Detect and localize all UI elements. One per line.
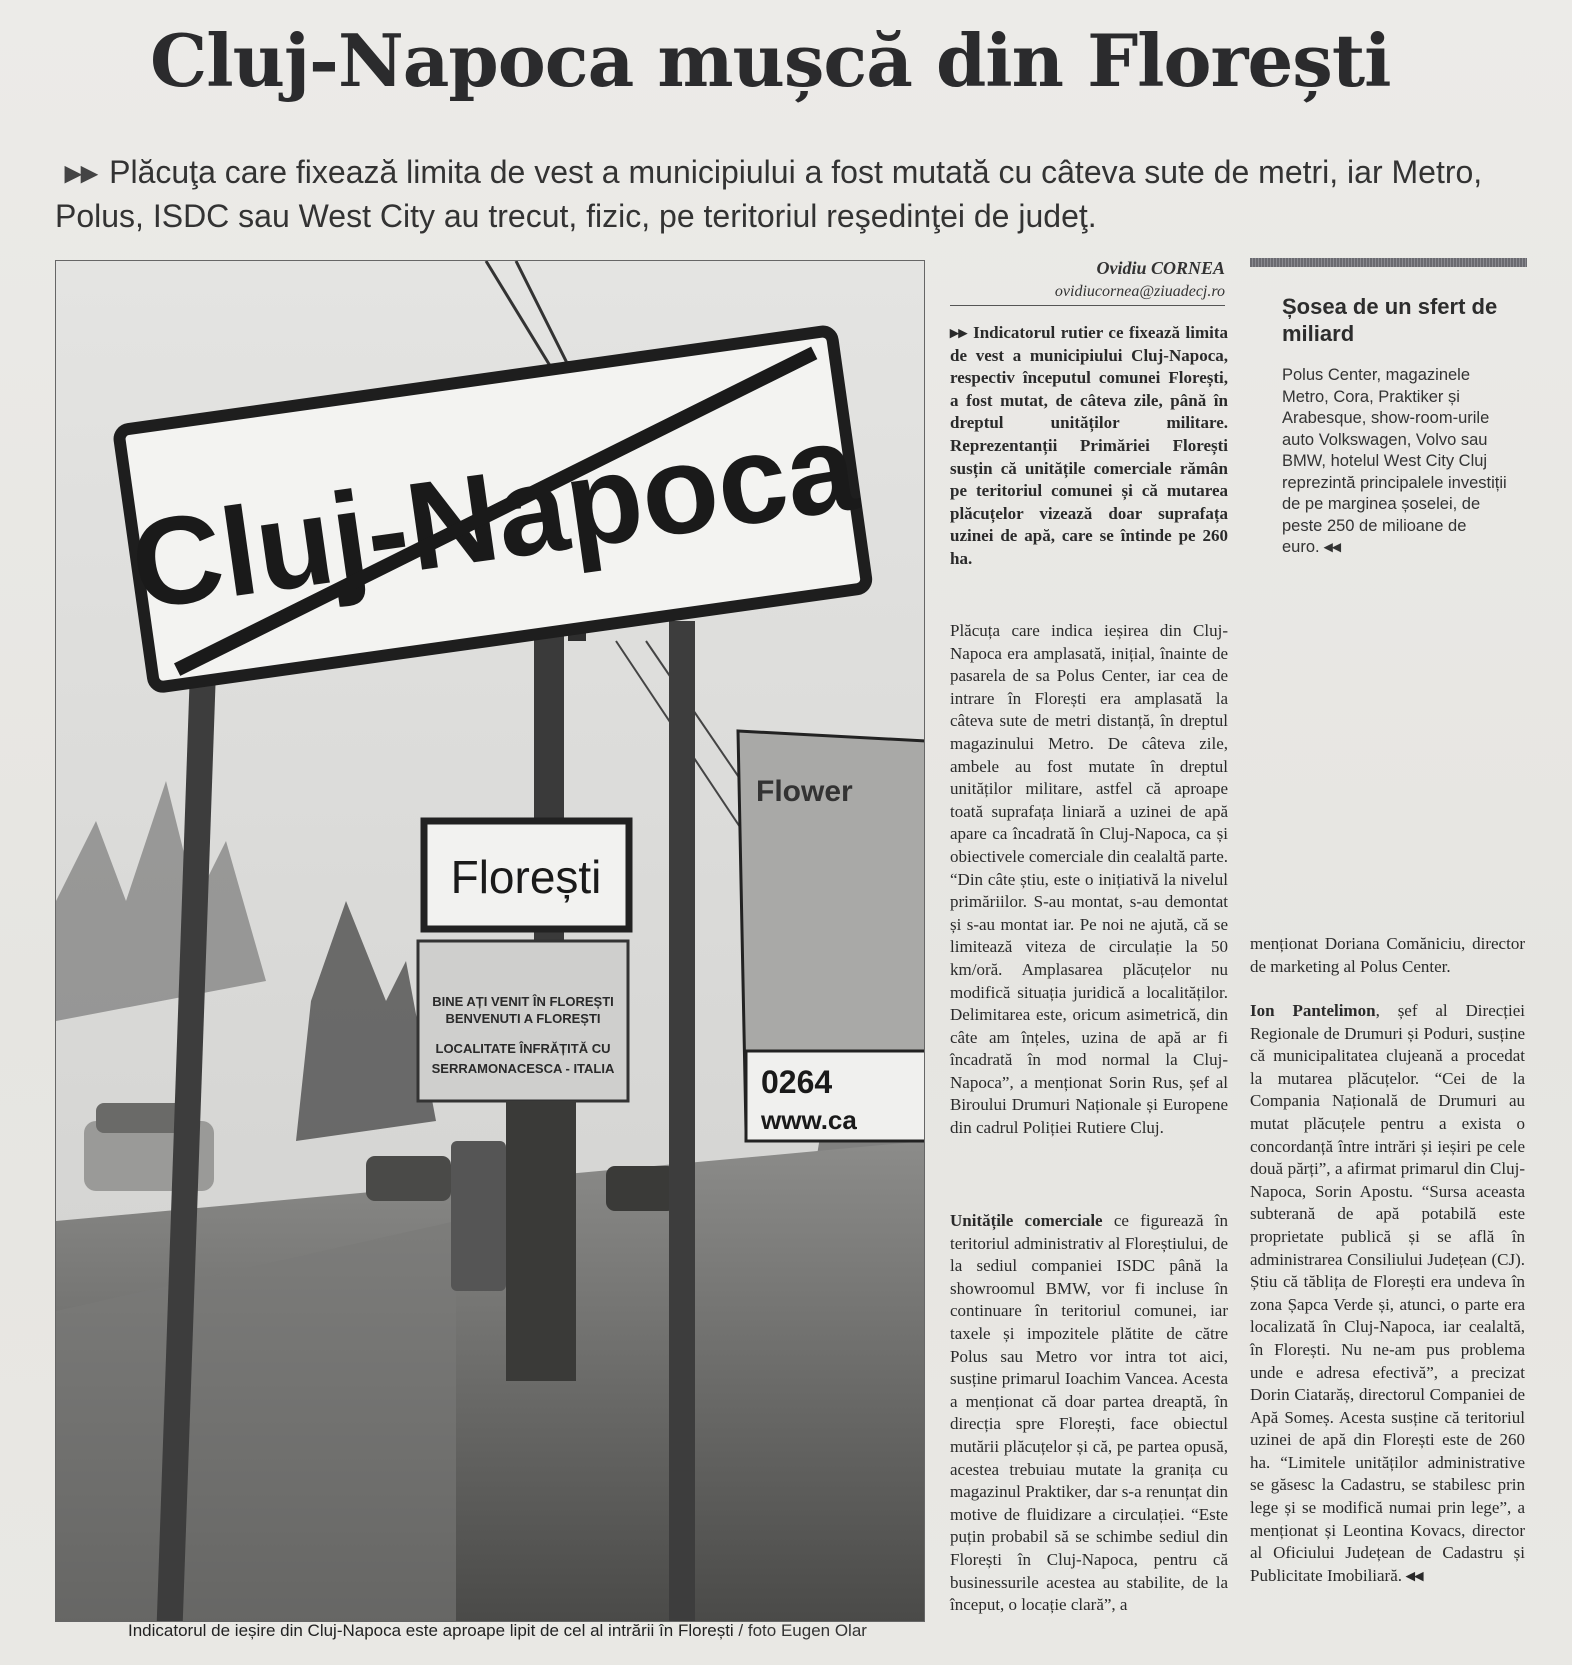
arrow-marker-icon: ▸▸ [65, 154, 98, 190]
sign-small-text: Florești [450, 851, 602, 903]
lead-marker-icon: ▸▸ [950, 323, 968, 342]
paragraph-2-lead: Unitățile comerciale [950, 1211, 1103, 1230]
article-lead [950, 322, 1228, 571]
banner-line-3: LOCALITATE ÎNFRĂȚITĂ CU [435, 1041, 611, 1056]
caption-text: Indicatorul de ieșire din Cluj-Napoca este aproape lipit de cel al intrării în Florești [128, 1621, 734, 1640]
billboard-phone: 0264 [761, 1064, 833, 1100]
sidebar-body: Polus Center, magazinele Metro, Cora, Praktiker și Arabesque, show-room-urile auto Volkswagen, Volvo sau BMW, hotelul West City Cluj reprezintă principalele investiții de pe marginea șoselei, de peste 250 de milioane de euro. [1282, 366, 1507, 556]
author-name: Ovidiu CORNEA [1096, 258, 1225, 278]
paragraph-4-lead: Ion Pantelimon [1250, 1001, 1376, 1020]
sidebar-rule [1250, 258, 1527, 267]
paragraph-4-text: , șef al Direcției Regionale de Drumuri și Poduri, susține că municipalitatea clujeană a procedat la mutarea plăcuțelor. “Cei de la Compania Națională de Drumuri au mutat plăcuțele pentru a exista o concordanță între intrări și ieșiri pe cele două părți”, a afirmat primarul din Cluj-Napoca, Sorin Apostu. “Sursa aceasta subterană de apă potabilă este proprietate publică și se află în administrarea Consiliului Județean (CJ). Știu că tăblița de Florești era undeva în zona Șapca Verde și, atunci, o parte era localizată în Cluj-Napoca, iar cealaltă, în Florești. Nu ne-am pus problema unde e adresa efectivă”, a precizat Dorin Ciatarăș, directorul Companiei de Apă Someș. Acesta susține că teritoriul uzinei de apă din Florești este de 260 ha. “Limitele unităților administrative se găsesc la Cadastru, se stabilesc prin lege și se modifică numai prin lege”, a menționat și Leontina Kovacs, director al Oficiului Județean de Cadastru și Publicitate Imobiliară. [1250, 1001, 1525, 1585]
page-title: Cluj-Napoca mușcă din Florești [150, 18, 1391, 103]
author-email[interactable]: ovidiucornea@ziuadecj.ro [950, 283, 1225, 306]
byline [950, 258, 1225, 306]
article-paragraph-2 [950, 1210, 1228, 1617]
article-photo [55, 260, 925, 1622]
banner-line-2: BENVENUTI A FLOREȘTI [445, 1011, 601, 1026]
banner-line-1: BINE AȚI VENIT ÎN FLOREȘTI [432, 994, 614, 1009]
billboard-top-text: Flower [756, 775, 853, 808]
paragraph-2-text: ce figurează în teritoriul administrativ al Floreștiului, de la sediul companiei ISDC până la showroomul BMW, vor fi incluse în continuare în teritoriul comunei, iar taxele și impozitele plătite de către Polus sau Metro vor intra tot aici, susține primarul Ioachim Vancea. Acesta a menționat că doar partea dreaptă, în direcția spre Florești, face obiectul mutării plăcuțelor și că, pe partea opusă, acestea trebuiau mutate la granița cu magazinul Praktiker, dar s-a renunțat din motive de fluidizare a circulației. “Este puțin probabil să se schimbe sediul din Florești în Cluj-Napoca, pentru că businessurile acestea au stabilite, de la început, o locație clară”, a [950, 1211, 1229, 1615]
subheadline-text: Plăcuţa care fixează limita de vest a municipiului a fost mutată cu câteva sute de metri, iar Metro, Polus, ISDC sau West City au trecut, fizic, pe teritoriul reşedinţei de judeţ. [55, 154, 1483, 234]
article-paragraph-4 [1250, 1000, 1525, 1587]
banner-line-4: SERRAMONACESCA - ITALIA [431, 1061, 615, 1076]
sidebar-title: Șosea de un sfert de miliard [1282, 294, 1498, 346]
photo-caption [128, 1621, 928, 1641]
lead-text: Indicatorul rutier ce fixează limita de vest a municipiului Cluj-Napoca, respectiv începutul comunei Florești, a fost mutat, de câteva zile, până în dreptul unităților militare. Reprezentanții Primăriei Florești susțin că unitățile comerciale rămân pe teritoriul comunei și că mutarea plăcuțelor vizează doar suprafața uzinei de apă, care se întinde pe 260 ha. [950, 323, 1228, 568]
article-paragraph-1: Plăcuța care indica ieșirea din Cluj-Napoca era amplasată, inițial, înainte de pasarela de sa Polus Center, iar cea de intrare în Florești era amplasată la câteva sute de metri distanță, în dreptul magazinului Metro. De câteva zile, ambele au fost mutate în dreptul unităților militare, astfel că aproape toată suprafața liniară a uzinei de apă apare ca încadrată în Cluj-Napoca, ca și obiectivele comerciale din cealaltă parte. “Din câte știu, este o inițiativă la nivelul primăriilor. S-au montat, s-au demontat și s-au montat iar. Pe noi ne ajută, că se limitează viteza de circulație la 50 km/oră. Amplasarea plăcuțelor nu modifică situația juridică a localităților. Delimitarea este, oricum asimetrică, din câte am înțeles, uzina de apă ar fi încadrată în mod normal la Cluj-Napoca”, a menționat Sorin Rus, șef al Biroului Drumuri Naționale și Europene din cadrul Poliției Rutiere Cluj. [950, 621, 1228, 1138]
billboard-web: www.ca [761, 1105, 857, 1135]
photo-credit: / foto Eugen Olar [733, 1621, 867, 1640]
article-end-marker-icon: ◂◂ [1406, 1565, 1424, 1585]
end-marker-icon: ◂◂ [1324, 538, 1341, 556]
sidebar-text [1282, 365, 1507, 559]
photo-illustration [56, 261, 925, 1622]
article-paragraph-3: menționat Doriana Comăniciu, director de marketing al Polus Center. [1250, 934, 1525, 976]
subheadline [55, 150, 1535, 238]
